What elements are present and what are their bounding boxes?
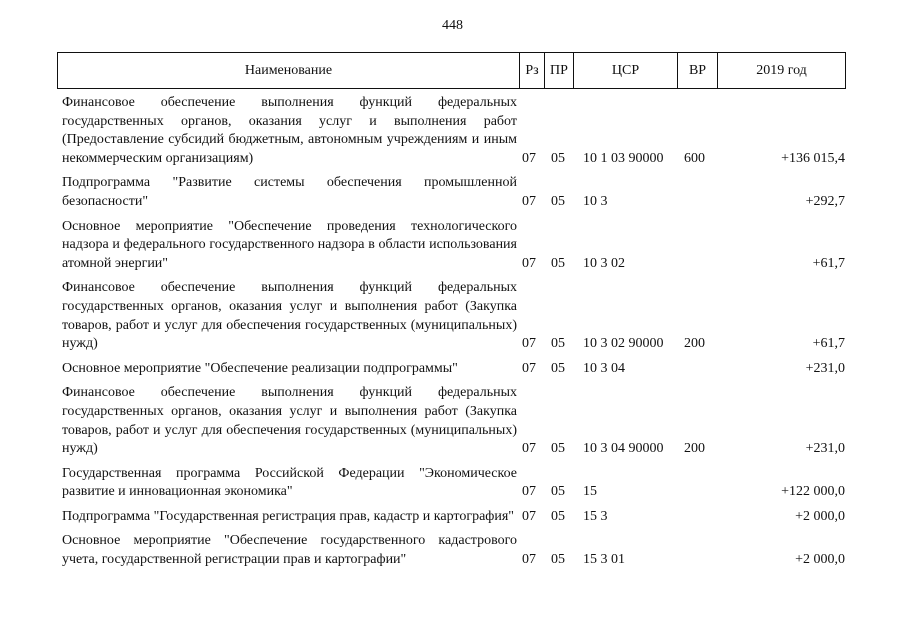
row-name: Подпрограмма "Развитие системы обеспечения промышленной безопасности"	[62, 175, 517, 209]
row-pr: 05	[551, 552, 565, 568]
page-number: 448	[442, 18, 463, 33]
row-rz: 07	[522, 484, 536, 500]
row-vr: 200	[684, 441, 705, 457]
table-row	[0, 218, 905, 274]
row-csr: 15 3	[583, 508, 608, 524]
row-csr: 15 3 01	[583, 552, 625, 568]
row-name: Подпрограмма "Государственная регистрация прав, кадастр и картография"	[62, 508, 515, 524]
row-pr: 05	[551, 336, 565, 352]
row-amount: +61,7	[812, 255, 845, 271]
row-amount: +292,7	[805, 193, 845, 209]
row-amount: +2 000,0	[795, 552, 845, 568]
row-pr: 05	[551, 360, 565, 376]
row-rz: 07	[522, 508, 536, 524]
header-pr: ПР	[545, 53, 574, 88]
table-row	[0, 384, 905, 458]
row-pr: 05	[551, 255, 565, 271]
row-csr: 10 3 02	[583, 255, 625, 271]
row-amount: +231,0	[805, 441, 845, 457]
row-amount: +61,7	[812, 336, 845, 352]
row-pr: 05	[551, 193, 565, 209]
row-name: Основное мероприятие "Обеспечение государственного кадастрового учета, государственной регистрации прав и картографии"	[62, 533, 517, 568]
table-row	[0, 508, 905, 527]
row-rz: 07	[522, 255, 536, 271]
row-name: Основное мероприятие "Обеспечение реализации подпрограммы"	[62, 360, 458, 376]
row-name: Финансовое обеспечение выполнения функций федеральных государственных органов, оказания услуг и выполнения работ (Закупка товаров, работ и услуг для обеспечения государственных (муниципальных) нужд)	[62, 385, 517, 457]
row-name: Основное мероприятие "Обеспечение проведения технологического надзора и федерального государственного надзора в области использования атомной энергии"	[62, 218, 517, 271]
table-row	[0, 465, 905, 502]
row-csr: 10 3 04 90000	[583, 441, 664, 457]
row-amount: +136 015,4	[781, 150, 845, 166]
row-rz: 07	[522, 193, 536, 209]
row-rz: 07	[522, 552, 536, 568]
header-csr: ЦСР	[574, 53, 678, 88]
row-csr: 15	[583, 484, 597, 500]
row-name: Финансовое обеспечение выполнения функций федеральных государственных органов, оказания услуг и выполнения работ (Закупка товаров, работ и услуг для обеспечения государственных (муниципальных) нужд)	[62, 280, 517, 352]
row-name: Финансовое обеспечение выполнения функций федеральных государственных органов, оказания услуг и выполнения работ (Предоставление субсидий бюджетным, автономным учреждениям и иным некоммерческим организациям)	[62, 95, 517, 166]
header-vr: ВР	[678, 53, 718, 88]
row-csr: 10 1 03 90000	[583, 150, 664, 166]
row-amount: +122 000,0	[781, 484, 845, 500]
row-pr: 05	[551, 441, 565, 457]
row-csr: 10 3 04	[583, 360, 625, 376]
header-name: Наименование	[58, 53, 520, 88]
row-rz: 07	[522, 441, 536, 457]
table-row	[0, 532, 905, 569]
table-row	[0, 94, 905, 168]
row-pr: 05	[551, 508, 565, 524]
header-year: 2019 год	[756, 62, 807, 78]
row-vr: 200	[684, 336, 705, 352]
row-csr: 10 3	[583, 193, 608, 209]
table-body	[0, 94, 905, 576]
row-csr: 10 3 02 90000	[583, 336, 664, 352]
table-row	[0, 360, 905, 379]
row-pr: 05	[551, 150, 565, 166]
table-row	[0, 279, 905, 353]
row-vr: 600	[684, 150, 705, 166]
table-header	[57, 52, 846, 89]
row-amount: +231,0	[805, 360, 845, 376]
row-rz: 07	[522, 360, 536, 376]
row-rz: 07	[522, 336, 536, 352]
row-amount: +2 000,0	[795, 508, 845, 524]
row-name: Государственная программа Российской Федерации "Экономическое развитие и инновационная экономика"	[62, 465, 517, 500]
row-rz: 07	[522, 150, 536, 166]
header-rz: Рз	[520, 53, 545, 88]
table-row	[0, 174, 905, 211]
row-pr: 05	[551, 484, 565, 500]
